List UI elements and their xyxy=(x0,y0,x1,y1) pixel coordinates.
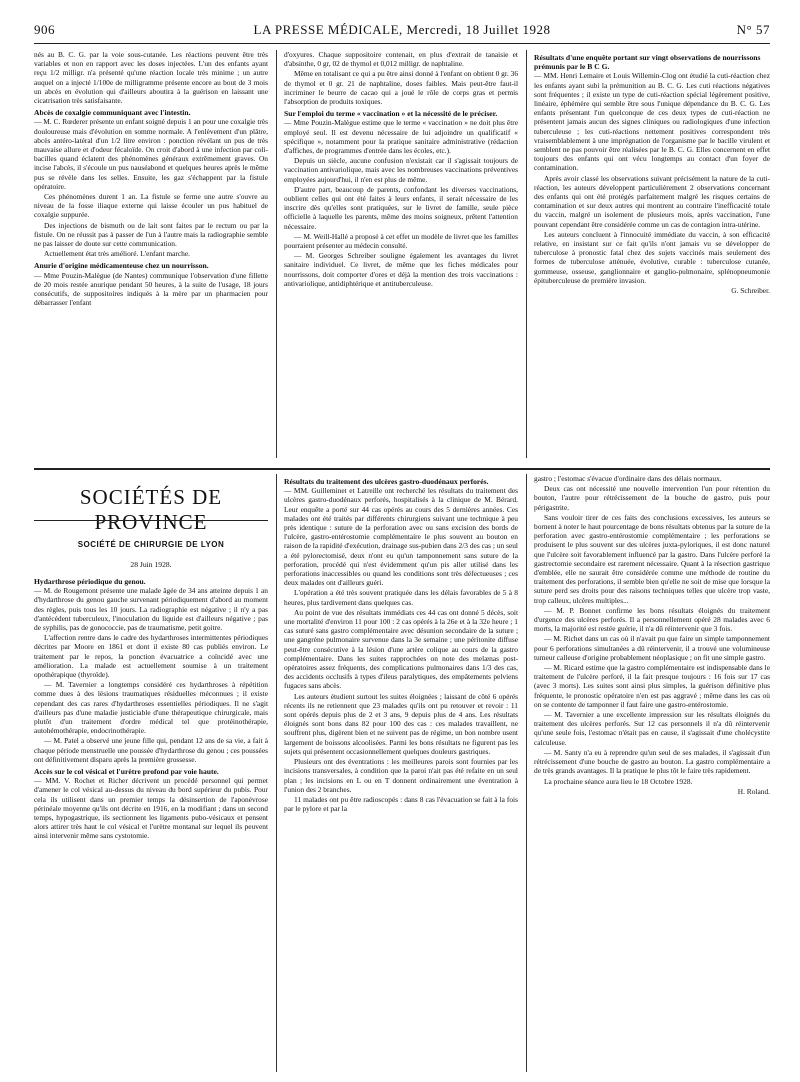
column-divider xyxy=(526,474,527,1072)
article-heading: Résultats du traitement des ulcères gastro-duodénaux perforés. xyxy=(284,477,489,486)
paragraph: gastro ; l'estomac s'évacue d'ordinaire dans des délais normaux. xyxy=(534,474,722,483)
paragraph: nés au B. C. G. par la voie sous-cutanée. Les réactions peuvent être très variables et non en rapport avec les doses injectées. L'un des enfants ayant reçu 1/2 milligr. n'a présenté qu'une réaction locale très minime ; un autre auquel on a injecté 1/100e de milligramme présente encore au bout de 3 mois un abcès en évolution qui d'ailleurs aboutira à la guérison en laissant une cicatrisation très satisfaisante. xyxy=(34,50,268,106)
article-heading: Abcès de coxalgie communiquant avec l'intestin. xyxy=(34,108,191,118)
paragraph: — MM. Guilleminet et Latreille ont recherché les résultats du traitement des ulcères gastro-duodénaux perforés, hospitalisés à la clinique de M. Bérard. Leur enquête a porté sur 44 cas opérés au cours des 5 dernières années. Ces malades ont été traités par différents chirurgiens suivant une technique à peu près identique : suture de la perforation avec ou sans excision des bords de l'ulcère, gastro-entérostomie complémentaire le plus souvent au bouton en raison de la rapidité d'exécution, drainage sus-pubien dans 2/3 des cas ; un seul a été pylorectomisé, deux n'ont eu qu'un tamponnement sans suture de la perforation, procédé qui n'est évidemment qu'un pis aller utilisé dans les perforations inaccessibles ou quand les conditions sont très défectueuses ; ces deux malades ont d'ailleurs guéri. xyxy=(284,486,518,588)
paragraph: — M. Tavernier a une excellente impression sur les résultats éloignés du traitement des ulcères perforés. Sur 12 cas personnels il n'a dû réintervenir qu'une seule fois, l'estomac n'était pas en cause, il s'agissait d'une cholécystite calculeuse. xyxy=(534,710,770,747)
column-divider xyxy=(276,474,277,1072)
signature: H. Roland. xyxy=(737,786,770,796)
paragraph: Ces phénomènes durent 1 an. La fistule se ferme une autre s'ouvre au niveau de la fosse iliaque externe qui laisse écouler un pus habituel de coxalgie suppurée. xyxy=(34,192,268,220)
title-rule xyxy=(34,520,268,521)
column-2 xyxy=(284,50,518,465)
paragraph: Les auteurs concluent à l'innocuité immédiate du vaccin, à son efficacité relative, en insistant sur ce fait qu'ils n'ont jamais vu se développer de tuberculose à pronostic fatal chez des sujets vaccinés mais seulement des formes de tuberculose atténuée, évolutive, curable : tuberculose cutanée, gommeuse, osseuse, ganglionnaire et ganglio-pulmonaire, splénopneumonie épituberculeuse de première invasion. xyxy=(534,229,770,285)
paragraph: — M. Patel a observé une jeune fille qui, pendant 12 ans de sa vie, a fait à chaque période menstruelle une poussée d'hydarthrose du genou ; ces poussées ont définitivement disparu après la première grossesse. xyxy=(34,736,268,764)
society-name: SOCIÉTÉ DE CHIRURGIE DE LYON xyxy=(77,540,225,549)
paragraph: 11 malades ont pu être radioscopés : dans 8 cas l'évacuation se fait à la fois par le pylore et par la xyxy=(284,794,518,814)
page-header xyxy=(34,22,770,40)
column-3 xyxy=(534,50,770,465)
paragraph: — M. Tavernier a longtemps considéré ces hydarthroses à répétition comme dues à des lésions traumatiques résiduelles méconnues ; il existe cependant des cas rares d'hydarthroses essentielles périodiques. Il ne s'agit d'ailleurs pas d'une maladie justiciable d'une thérapeutique chirurgicale, mais plutôt d'un traitement d'ordre médical tel que protéinothérapie, autohémothérapie, endocrinothérapie. xyxy=(34,680,268,736)
article-heading: Hydarthrose périodique du genou. xyxy=(34,577,146,586)
section-rule xyxy=(34,468,770,470)
paragraph: — M. Richet dans un cas où il n'avait pu que faire un simple tamponnement pour 6 perforations simultanées a dû réintervenir, il a trouvé une volumineuse tumeur calleuse d'origine probablement néoplasique ; on fit une simple gastro. xyxy=(534,634,770,662)
page-number: 906 xyxy=(34,22,55,37)
paragraph: d'oxyures. Chaque suppositoire contenait, en plus d'extrait de tanaisie et d'absinthe, 0 gr, 02 de thymol et 0,012 milligr. de naphtaline. xyxy=(284,50,518,69)
issue-number: N° 57 xyxy=(736,22,770,37)
header-rule xyxy=(34,43,770,44)
paragraph: Deux cas ont nécessité une nouvelle intervention l'un pour rétention du bouton, l'autre pour rétrécissement de la bouche de gastro, puis pour périgastrite. xyxy=(534,484,770,512)
paragraph: Après avoir classé les observations suivant précisément la nature de la cuti-réaction, les auteurs développent particulièrement 2 observations concernant des enfants qui ont été protégés parfaitement malgré les risques certains de contamination et sur deux autres qui montrent au contraire l'inefficacité totale du vaccin, malgré un isolement de plusieurs mois, après vaccination, l'une pouvant cependant être considérée comme un cas de contagion intra-utérine. xyxy=(534,173,770,229)
paragraph: Actuellement état très amélioré. L'enfant marche. xyxy=(44,249,190,259)
paragraph: — M. Weill-Hallé a proposé à cet effet un modèle de livret que les familles pourraient présenter au médecin consulté. xyxy=(284,231,518,251)
paragraph: Des injections de bismuth ou de lait sont faites par le rectum ou par la fistule. On ne réussit pas à passer de l'un à l'autre mais la radiographie semble ne pas laisser de doute sur cette communication. xyxy=(34,220,268,249)
section-title: SOCIÉTÉS DE PROVINCE xyxy=(79,485,223,534)
column-6 xyxy=(534,474,770,1074)
paragraph: — Mme Pouzin-Malègue (de Nantes) communique l'observation d'une fillette de 20 mois restée anurique pendant 50 heures, à la suite de l'usage, 18 jours consécutifs, de suppositoires indiqués à la mère par un pharmacien pour débarrasser l'enfant xyxy=(34,270,268,308)
paragraph: Au point de vue des résultats immédiats ces 44 cas ont donné 5 décès, soit une mortalité d'environ 11 pour 100 : 2 cas opérés à la 26e et à la 32e heure ; 1 cas suturé sans gastro complémentaire avec désunion secondaire de la suture ; une gangrène pulmonaire survenue dans la 3e semaine ; une péritonite diffuse peut-être consécutive à la lésion d'une artère colique au cours de la gastro complémentaire. Dans les suites rapprochées on note des melænas post-opératoires assez fréquents, des complications pulmonaires dans 1/3 des cas, des accidents occlusifs à types d'ileus paralytiques, des empâtements pelviens fugaces sans abcès. xyxy=(284,607,518,691)
column-divider xyxy=(276,50,277,458)
article-heading: Résultats d'une enquête portant sur vingt observations de nourrissons prémunis par le B C G. xyxy=(534,53,761,72)
article-heading: Anurie d'origine médicamenteuse chez un nourrisson. xyxy=(34,261,209,271)
paragraph: Les auteurs étudient surtout les suites éloignées ; laissant de côté 6 opérés récents ils ne retiennent que 23 malades qu'ils ont pu retouver et revoir : 11 sont opérés depuis plus de 2 et 3 ans, 9 depuis plus de 4 ans. Les résultats éloignés sont bons dans 82 pour 100 des cas : ces malades travaillent, ne souffrent plus, digèrent bien et ne suivent pas de régime, un bon nombre usent largement de boissons alcoolisées. Parmi les bons résultats ne figurent pas les sujets qui présentent occasionnellement quelques douleurs gastriques. xyxy=(284,691,518,756)
paragraph: — M. Santy n'a eu à reprendre qu'un seul de ses malades, il s'agissait d'un rétrécissement d'une bouche de gastro au bouton. La gastro complémentaire a de très grands avantages. Il la pratique le plus tôt le faire très rapidement. xyxy=(534,747,770,776)
paragraph: — M. P. Bonnet confirme les bons résultats éloignés du traitement d'urgence des ulcères perforés. Il a personnellement opéré 28 malades avec 6 morts, la majorité est restée guérie, il n'a dû réintervenir que 3 fois. xyxy=(534,605,770,634)
paragraph: Même en totalisant ce qui a pu être ainsi donné à l'enfant on obtient 0 gr. 36 de thymol et 0 gr. 21 de naphtaline, doses faibles. Mais peut-être faut-il incriminer le beurre de cacao qui a joué le rôle de corps gras et permis l'absorption de produits toxiques. xyxy=(284,69,518,107)
paragraph: — M. Ricard estime que la gastro complémentaire est indispensable dans le traitement de l'ulcère perforé, il la fait presque toujours : 16 fois sur 17 cas (avec 3 morts). Les suites sont ainsi plus simples, la guérison définitive plus fréquente, le pronostic opératoire n'en est pas aggravé ; même dans les cas où on se contente de tamponner il faut faire une gastro-entérostomie. xyxy=(534,663,770,709)
paragraph: — M. de Rougemont présente une malade âgée de 34 ans atteinte depuis 1 an d'hydarthrose du genou gauche survenant périodiquement d'abord au moment des règles, puis tous les 10 jours. La radiographie est négative ; il n'y a pas d'antécédent tuberculeux, l'inoculation du liquide est d'ailleurs négative ; pas de syphilis, pas de gonococcie, pas de traumatisme, petit goitre. xyxy=(34,586,268,633)
column-divider xyxy=(526,50,527,458)
paragraph: — M. C. Rœderer présente un enfant soigné depuis 1 an pour une coxalgie très douloureuse mais d'évolution en somme normale. A l'enlèvement d'un plâtre, abcès antéro-latéral d'un 1/2 litre environ : ponction révélant un pus de très mauvaise allure et d'odeur fécaloïde. On croit d'abord à une infection par coli-bacilles quand éclatent des phénomènes généraux extrêmement graves. On incise l'abcès, il s'écoule un pus nauséabond et quelques heures après le même pus se révèle dans les selles. Ensuite, les gaz s'échappent par la fistule opératoire. xyxy=(34,117,268,191)
paragraph: La prochaine séance aura lieu le 18 Octobre 1928. xyxy=(544,776,693,786)
paragraph: Plusieurs ont des éventrations : les meilleures parois sont fournies par les incisions transversales, à condition que la paroi n'ait pas été refaite en un seul plan ; les incisions en L ou en T donnent ordinairement une éventration à l'union des 2 branches. xyxy=(284,757,518,794)
journal-title: LA PRESSE MÉDICALE, Mercredi, 18 Juillet 1928 xyxy=(253,22,551,37)
paragraph: Depuis un siècle, aucune confusion n'existait car il s'agissait toujours de vaccination antivariolique, mais avec les nombreuses vaccinations préventives employées aujourd'hui, il n'en est plus de même. xyxy=(284,156,518,184)
column-5 xyxy=(284,474,518,1074)
paragraph: D'autre part, beaucoup de parents, confondant les diverses vaccinations, oublient celles qui ont été faites à leurs enfants, il serait nécessaire de les inscrire dès qu'elles sont pratiquées, sur le livret de famille, seule pièce officielle à laquelle les parents, même des moins soigneux, prêtent l'attention nécessaire. xyxy=(284,184,518,231)
paragraph: L'affection rentre dans le cadre des hydarthroses intermittentes périodiques décrites par Moore en 1861 et dont il existe 80 cas publiés environ. Le traitement par le repos, la ponction évacuatrice a coïncidé avec une amélioration. La malade est actuellement soumise à un traitement opothérapique (thyroïde). xyxy=(34,633,268,680)
paragraph: L'opération a été très souvent pratiquée dans les délais favorables de 5 à 8 heures, plus tardivement dans quelques cas. xyxy=(284,588,518,607)
paragraph: — MM. V. Rochet et Richer décrivent un procédé personnel qui permet d'amener le col vésical au-dessus du niveau du bord supérieur du pubis. Pour cela ils utilisent dans un premier temps la désinsertion de l'aponévrose périnéale moyenne qu'ils ont décrite en 1916, en la modifiant ; dans un second temps, hypogastrique, ils sectionnent les ligaments pubo-vésicaux et pensent alors attirer très haut le col vésical et l'urètre montanal sur lequel ils peuvent ainsi intervenir même sans cystotomie. xyxy=(34,776,268,841)
session-date: 28 Juin 1928. xyxy=(130,560,172,569)
article-heading: Accès sur le col vésical et l'urètre profond par voie haute. xyxy=(34,767,219,777)
paragraph: — Mme Pouzin-Malègue estime que le terme « vaccination » ne doit plus être employé seul. Il est devenu nécessaire de lui adjoindre un qualificatif « spécifique », notamment pour la pratique sanitaire administrative (rédaction d'affiches, de programmes d'entrée dans les écoles, etc.). xyxy=(284,118,518,156)
signature: G. Schreiber. xyxy=(731,286,770,296)
paragraph: — M. Georges Schreiber souligne également les avantages du livret sanitaire individuel. Ce livret, de même que les fiches médicales pour nourrissons, doit comporter d'ores et déjà la mention des trois vaccinations : antivariolique, antidiphtérique et antituberculeuse. xyxy=(284,251,518,288)
paragraph: Sans vouloir tirer de ces faits des conclusions excessives, les auteurs se bornent à noter le haut pourcentage de bons résultats obtenus par la suture de la perforation avec gastro-entérostomie complémentaire ; les perforations se produisent le plus souvent sur des ulcères juxta-pyloriques, il est donc naturel que l'ulcère soit favorablement influencé par la gastro. Dans l'ulcère perforé la gastrectomie secondaire est rarement nécessaire. Quant à la résection gastrique d'emblée, elle ne saurait être considérée comme une méthode de routine du traitement des perforations, il semble bien qu'elle ne soit de mise que lorsque la suture perd ses droits pour des raisons techniques telles que ulcère trop vaste, trop calleux, ulcères multiples... xyxy=(534,512,770,605)
paragraph: — MM. Henri Lemaire et Louis Willemin-Clog ont étudié la cuti-réaction chez les enfants ayant subi la prémunition au B. C. G. Les cuti réactions négatives sont fréquentes ; il existe un type de cuti-réaction spécial légèrement positive, linéaire, éphémère qui semble être sous l'unique dépendance du B. C. G. Les enfants présentant l'un quelconque de ces deux types de cuti-réaction ne présentent jamais aucun des signes cliniques ou radiologiques d'une infection tuberculeuse ; les cuti-réactions nettement positives correspondent très vraisemblablement à une imprégnation de l'organisme par le bacille virulent et semblent ne pas pouvoir être réalisées par le B. C. G. Elles concernent en effet toujours des enfants qui ont vécu longtemps au contact d'un foyer de contamination. xyxy=(534,71,770,173)
column-1 xyxy=(34,50,268,465)
column-4 xyxy=(34,574,268,1074)
article-heading: Sur l'emploi du terme « vaccination » et la nécessité de le préciser. xyxy=(284,109,498,119)
